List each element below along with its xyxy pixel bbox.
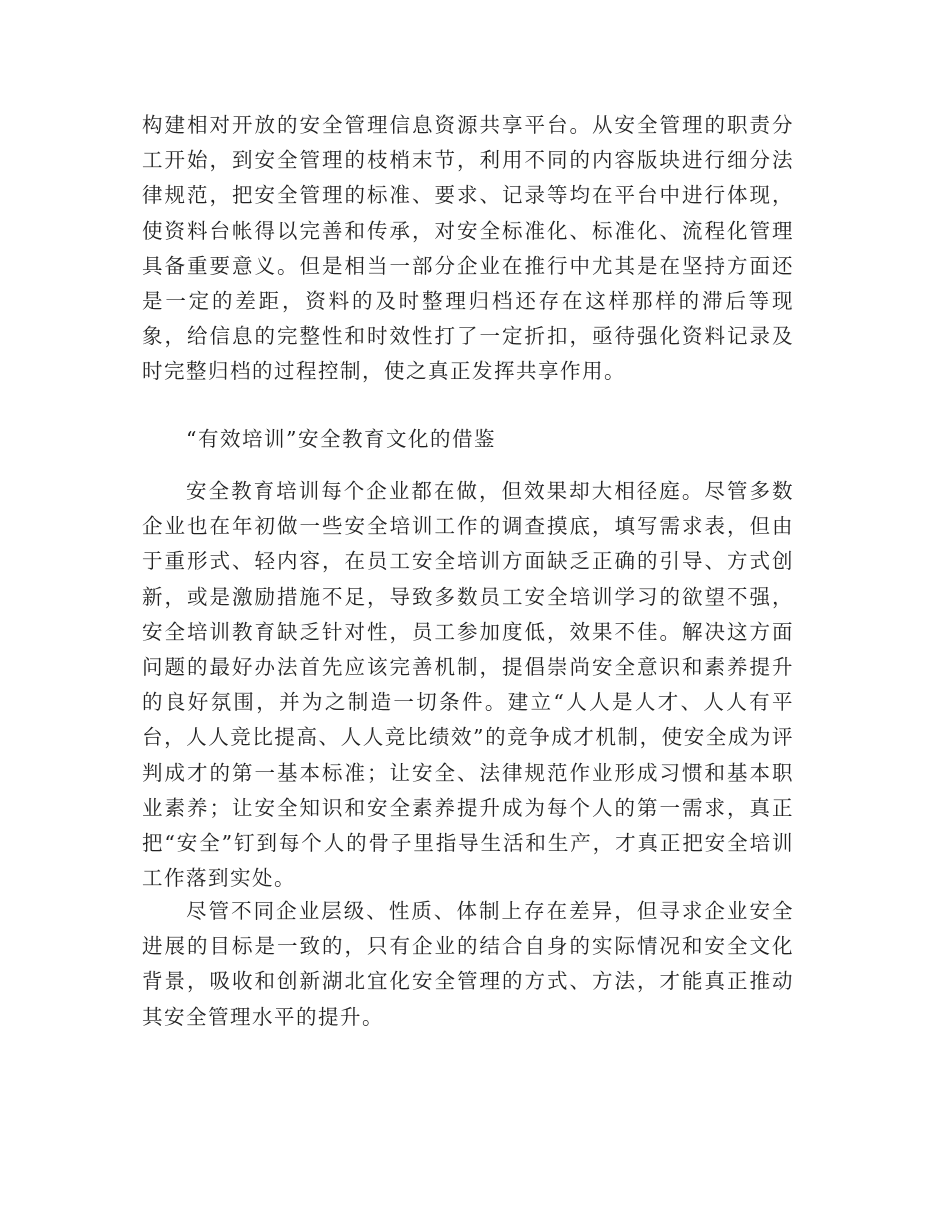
paragraph-safety-training: 安全教育培训每个企业都在做，但效果却大相径庭。尽管多数企业也在年初做一些安全培训工作的调查摸底，填写需求表，但由于重形式、轻内容，在员工安全培训方面缺乏正确的引导、方式创新，或是激励措施不足，导致多数员工安全培训学习的欲望不强，安全培训教育缺乏针对性，员工参加度低，效果不佳。解决这方面问题的最好办法首先应该完善机制，提倡崇尚安全意识和素养提升的良好氛围，并为之制造一切条件。建立“人人是人才、人人有平台，人人竞比提高、人人竞比绩效”的竞争成才机制，使安全成为评判成才的第一基本标准；让安全、法律规范作业形成习惯和基本职业素养；让安全知识和安全素养提升成为每个人的第一需求，真正把“安全”钉到每个人的骨子里指导生活和生产，才真正把安全培训工作落到实处。 <box>142 479 794 891</box>
section-heading-training: “有效培训”安全教育文化的借鉴 <box>186 427 496 451</box>
paragraph-platform-sharing: 构建相对开放的安全管理信息资源共享平台。从安全管理的职责分工开始，到安全管理的枝梢末节，利用不同的内容版块进行细分法律规范，把安全管理的标准、要求、记录等均在平台中进行体现，使资料台帐得以完善和传承，对安全标准化、标准化、流程化管理具备重要意义。但是相当一部分企业在推行中尤其是在坚持方面还是一定的差距，资料的及时整理归档还存在这样那样的滞后等现象，给信息的完整性和时效性打了一定折扣，亟待强化资料记录及时完整归档的过程控制，使之真正发挥共享作用。 <box>142 113 794 384</box>
paragraph-conclusion: 尽管不同企业层级、性质、体制上存在差异，但寻求企业安全进展的目标是一致的，只有企业的结合自身的实际情况和安全文化背景，吸收和创新湖北宜化安全管理的方式、方法，才能真正推动其安全管理水平的提升。 <box>142 899 794 1029</box>
